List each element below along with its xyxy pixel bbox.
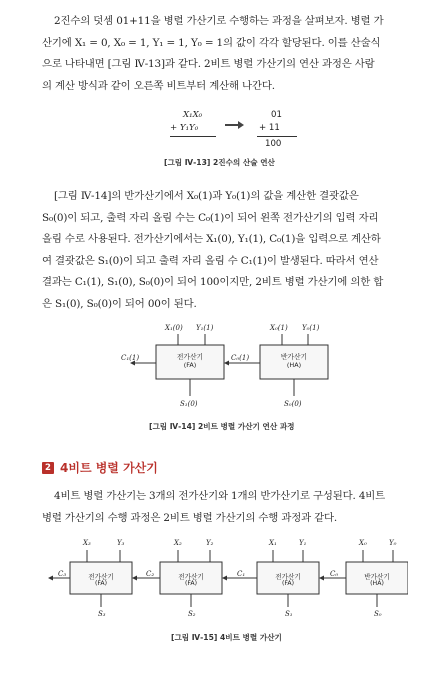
fig15-input-y3: Y₃	[117, 539, 125, 547]
fig14-input-y0: Y₀(1)	[302, 324, 320, 332]
fig15-carry-c2: C₂	[146, 570, 155, 578]
text-line: 2진수의 덧셈 01+11을 병렬 가산기로 수행하는 과정을 살펴보자. 병렬 가	[54, 15, 384, 27]
fig15-fa1-label: 전가산기	[275, 573, 301, 581]
text-line: [그림 Ⅳ-14]의 반가산기에서 X₀(1)과 Y₀(1)의 값을 계산한 결괏값은	[54, 190, 359, 202]
fig15-sum-s3: S₃	[98, 610, 106, 618]
paragraph-intro	[42, 11, 414, 97]
fig13-addend-value: + 11	[259, 123, 280, 133]
fig15-fa2-sub: (FA)	[184, 580, 198, 587]
fig15-input-y2: Y₂	[206, 539, 214, 547]
fig14-sum-s0: S₀(0)	[284, 400, 302, 408]
text-line: 올림 수로 사용된다. 전가산기에서는 X₁(0), Y₁(1), C₀(1)을 입력으로 계산하	[42, 233, 381, 246]
fig14-sum-s1: S₁(0)	[180, 400, 198, 408]
fig13-operand-vars: X₁X₀	[183, 110, 203, 120]
fig14-carry-c0: C₀(1)	[231, 354, 250, 362]
text-line: 병렬 가산기의 수행 과정은 2비트 병렬 가산기의 수행 과정과 같다.	[42, 511, 338, 524]
fig14-ha-sub: (HA)	[286, 361, 302, 369]
fig13-addend-vars: + Y₁Y₀	[170, 123, 199, 133]
fig15-input-x0: X₀	[359, 539, 367, 547]
fig15-input-y0: Y₀	[389, 539, 397, 547]
fig15-carry-c0: C₀	[330, 570, 339, 578]
section-number-badge: 2	[42, 462, 54, 474]
fig13-right-rule	[257, 136, 297, 137]
fig15-carry-out-c3: C₃	[58, 570, 67, 578]
fig15-ha0-sub: (HA)	[370, 580, 384, 587]
fig13-operand-value: 01	[271, 110, 282, 120]
fig15-ha0-label: 반가산기	[364, 573, 390, 581]
fig15-input-x1: X₁	[269, 539, 277, 547]
text-line: 은 S₁(0), S₀(0)이 되어 00이 된다.	[42, 297, 197, 310]
figure-15-caption: [그림 Ⅳ-15] 4비트 병렬 가산기	[171, 633, 282, 642]
paragraph-4bit-adder	[42, 486, 414, 529]
fig14-fa-label: 전가산기	[176, 353, 204, 361]
fig14-fa-sub: (FA)	[183, 361, 197, 369]
section-title: 4비트 병렬 가산기	[60, 461, 158, 475]
paragraph-fig14-explanation	[42, 186, 414, 316]
figure-14-caption: [그림 Ⅳ-14] 2비트 병렬 가산기 연산 과정	[149, 422, 295, 431]
fig14-input-x0: X₀(1)	[270, 324, 288, 332]
fig14-input-x1: X₁(0)	[165, 324, 183, 332]
fig15-sum-s0: S₀	[374, 610, 382, 618]
fig15-sum-s2: S₂	[188, 610, 196, 618]
right-arrow-icon	[225, 120, 245, 130]
text-line: 으로 나타내면 [그림 Ⅳ-13]과 같다. 2비트 병렬 가산기의 연산 과정은 사람	[42, 58, 375, 71]
fig14-diagram	[130, 322, 330, 424]
fig15-fa2-label: 전가산기	[178, 573, 204, 581]
fig15-fa3-sub: (FA)	[94, 580, 108, 587]
figure-13-caption: [그림 Ⅳ-13] 2진수의 산술 연산	[164, 158, 275, 167]
fig15-input-x3: X₃	[83, 539, 91, 547]
text-line: 여 결괏값은 S₁(0)이 되고 출력 자리 올림 수 C₁(1)이 발생된다. 따라서 연산	[42, 254, 379, 267]
fig14-input-y1: Y₁(1)	[196, 324, 214, 332]
fig13-result: 100	[265, 139, 282, 149]
fig13-left-rule	[170, 136, 216, 137]
fig14-carry-c1: C₁(1)	[121, 354, 140, 362]
text-line: S₀(0)이 되고, 출력 자리 올림 수는 C₀(1)이 되어 왼쪽 전가산기의 입력 자리	[42, 211, 379, 224]
fig15-fa3-label: 전가산기	[88, 573, 114, 581]
text-line: 4비트 병렬 가산기는 3개의 전가산기와 1개의 반가산기로 구성된다. 4비트	[54, 490, 386, 502]
section-heading	[42, 459, 158, 476]
fig14-ha-label: 반가산기	[280, 353, 308, 361]
text-line: 결과는 C₁(1), S₁(0), S₀(0)이 되어 100이지만, 2비트 병렬 가산기에 의한 합	[42, 276, 384, 289]
fig15-carry-c1: C₁	[237, 570, 246, 578]
text-line: 산기에 X₁ = 0, X₀ = 1, Y₁ = 1, Y₀ = 1의 값이 각각 할당된다. 이를 산술식	[42, 36, 381, 49]
fig15-input-y1: Y₁	[299, 539, 307, 547]
fig15-input-x2: X₂	[174, 539, 182, 547]
fig15-sum-s1: S₁	[285, 610, 293, 618]
fig15-fa1-sub: (FA)	[281, 580, 295, 587]
text-line: 의 계산 방식과 같이 오른쪽 비트부터 계산해 나간다.	[42, 79, 275, 92]
